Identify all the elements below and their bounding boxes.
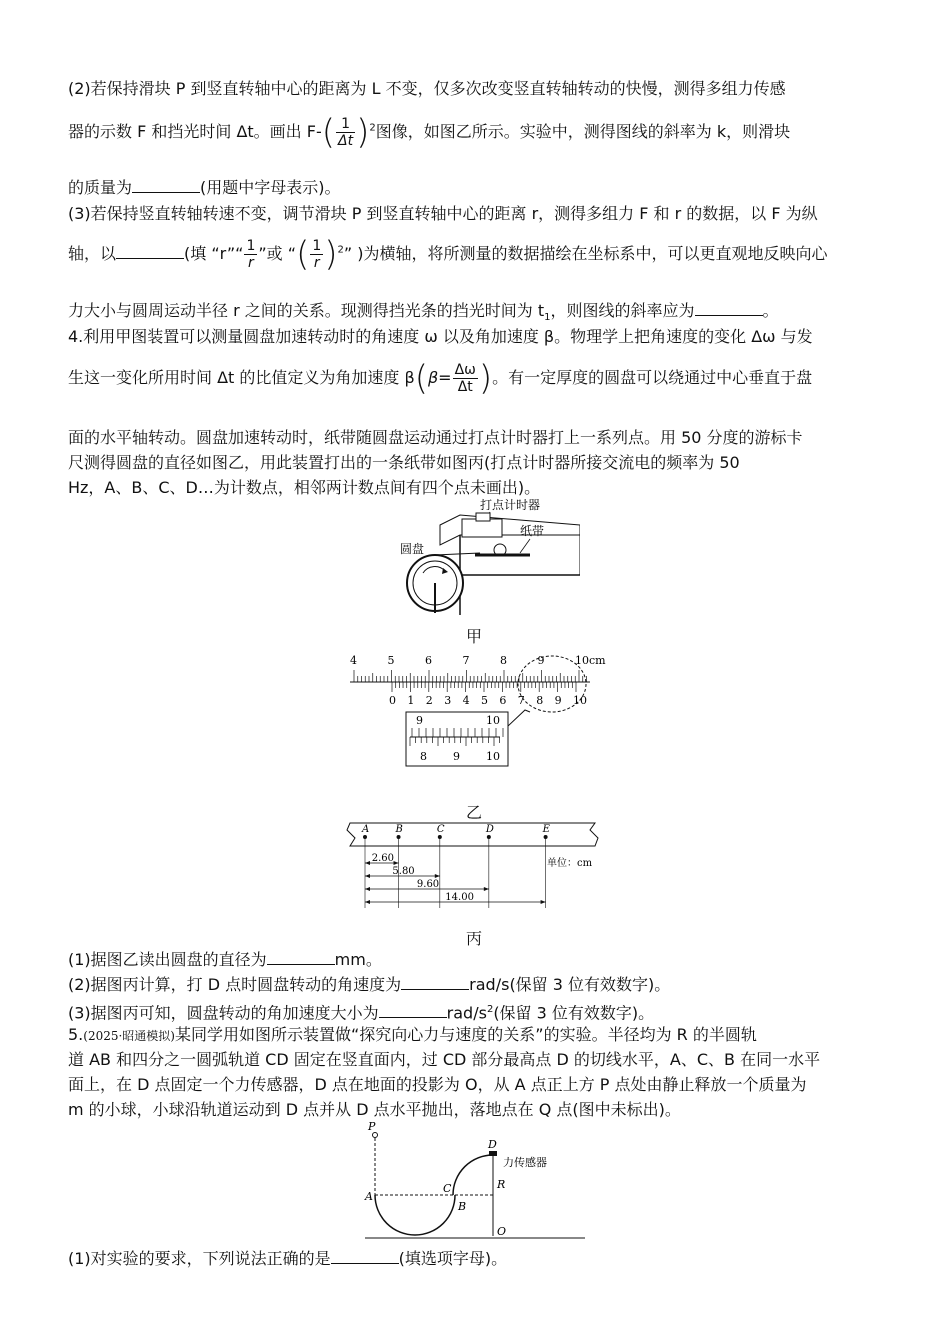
zoom-vernier-label: 8 [420,750,427,763]
answer-blank[interactable] [116,244,184,259]
q3-part3-line2: 轴，以 (填 “r”“ $\frac{1}{r}$ ”或 “( $\frac{1}{r}$ )$^2$” )为横轴，将所测量的数据描绘在坐标系中，可以更直观地反映向心 [68,234,828,275]
q5-line3: 面上，在 D 点固定一个力传感器，D 点在地面的投影为 O，从 A 点正上方 P 点处由静止释放一个质量为 [68,1075,807,1094]
q5-line1: 5.(2025·昭通模拟)某同学用如图所示装置做“探究向心力与速度的关系”的实验。半径均为 R 的半圆轨 [68,1025,757,1044]
distance-label: 14.00 [445,892,474,903]
tape-point-label: D [485,824,494,835]
label-tape: 纸带 [520,524,545,538]
q4-sub3: (3)据图丙可知，圆盘转动的角加速度大小为 rad/$s^2$(保留 3 位有效数字)。 [68,1003,655,1023]
vernier-label: 8 [536,694,544,707]
main-scale-label: 10cm [575,654,606,667]
label-timer: 打点计时器 [480,498,541,512]
tape-strip [347,823,598,846]
figure-yi-caption: 乙 [466,803,483,822]
q4-line2: 生这一变化所用时间 Δt 的比值定义为角加速度 β(β= $\frac{\Delta\omega}{\Delta t}$ )。有一定厚度的圆盘可以绕通过中心垂直于盘 [68,358,813,399]
main-scale-label: 8 [500,654,507,667]
svg-text:O: O [497,1225,507,1238]
svg-text:R: R [497,1178,506,1191]
q4-sub1: (1)据图乙读出圆盘的直径为 mm。 [68,950,382,969]
figure-jia-caption: 甲 [466,627,483,646]
svg-text:B: B [458,1200,467,1213]
tape-point-label: E [542,824,550,835]
figure-bing-tape [340,818,605,913]
main-scale-label: 4 [350,654,357,667]
q4-line4: 尺测得圆盘的直径如图乙，用此装置打出的一条纸带如图丙(打点计时器所接交流电的频率为 50 [68,453,740,472]
q3-part2-line1: (2)若保持滑块 P 到竖直转轴中心的距离为 L 不变，仅多次改变竖直转轴转动的快慢，测得多组力传感 [68,79,786,98]
tape-unit: 单位：cm [547,858,593,869]
vernier-label: 1 [407,694,415,707]
answer-blank[interactable] [401,975,469,990]
figure-q5-track [355,1118,595,1243]
q4-line5: Hz，A、B、C、D…为计数点，相邻两计数点间有四个点未画出)。 [68,478,541,497]
label-disk: 圆盘 [400,542,425,556]
vernier-label: 5 [481,694,488,707]
vernier-label: 0 [389,694,396,707]
q4-sub2: (2)据图丙计算，打 D 点时圆盘转动的角速度为 rad/s(保留 3 位有效数字)。 [68,975,671,994]
distance-label: 5.80 [392,866,415,877]
svg-text:力传感器: 力传感器 [503,1156,547,1169]
vernier-label: 10 [573,694,587,707]
q3-part3-line1: (3)若保持竖直转轴转速不变，调节滑块 P 到竖直转轴中心的距离 r，测得多组力 F 和 r 的数据，以 F 为纵 [68,204,818,223]
vernier-label: 7 [517,694,525,707]
q3-part2-line3: 的质量为 (用题中字母表示)。 [68,178,341,197]
answer-blank[interactable] [379,1003,447,1018]
svg-text:D: D [488,1138,497,1151]
figure-jia-apparatus [380,495,580,620]
answer-blank[interactable] [331,1249,399,1264]
main-scale-label: 7 [462,654,470,667]
zoom-main-label: 9 [416,714,423,727]
zoom-main-label: 10 [486,714,500,727]
tape-point-label: C [436,824,445,835]
answer-blank[interactable] [132,178,200,193]
q5-line4: m 的小球，小球沿轨道运动到 D 点并从 D 点水平抛出，落地点在 Q 点(图中未标出)。 [68,1100,681,1119]
distance-label: 2.60 [371,853,395,864]
svg-text:C: C [443,1182,452,1195]
zoom-vernier-label: 10 [486,750,500,763]
vernier-label: 9 [554,694,562,707]
figure-yi-vernier [340,652,610,772]
answer-blank[interactable] [695,301,763,316]
q3-part2-line2: 器的示数 F 和挡光时间 Δt。画出 F-( $\frac{1}{\Delta t}$ )$^2$图像，如图乙所示。实验中，测得图线的斜率为 k，则滑块 [68,112,791,153]
distance-label: 9.60 [416,879,440,890]
vernier-label: 2 [425,694,433,707]
vernier-label: 4 [462,694,470,707]
figure-bing-caption: 丙 [466,929,483,948]
vernier-label: 3 [444,694,452,707]
q4-line3: 面的水平轴转动。圆盘加速转动时，纸带随圆盘运动通过打点计时器打上一系列点。用 50 分度的游标卡 [68,428,803,447]
main-scale-label: 5 [387,654,395,667]
tape-point-label: B [395,824,403,835]
q4-line1: 4.利用甲图装置可以测量圆盘加速转动时的角速度 ω 以及角加速度 β。物理学上把角速度的变化 Δω 与发 [68,327,813,346]
svg-text:A: A [365,1190,373,1203]
text-segment: 器的示数 F 和挡光时间 Δt。画出 F- [68,122,322,141]
tape-point-label: A [362,824,370,835]
vernier-label: 6 [499,694,507,707]
main-scale-label: 6 [425,654,432,667]
q3-part3-line3: 力大小与圆周运动半径 r 之间的关系。现测得挡光条的挡光时间为 $t_1$，则图线的斜率应为 。 [68,301,779,324]
text-segment: 图像，如图乙所示。实验中，测得图线的斜率为 k，则滑块 [375,122,791,141]
q5-line2: 道 AB 和四分之一圆弧轨道 CD 固定在竖直面内，过 CD 部分最高点 D 的切线水平，A、C、B 在同一水平 [68,1050,821,1069]
zoom-vernier-label: 9 [453,750,460,763]
answer-blank[interactable] [267,950,335,965]
q5-sub1: (1)对实验的要求，下列说法正确的是 (填选项字母)。 [68,1249,508,1268]
main-scale-label: 9 [537,654,545,667]
fraction: $\frac{1}{\Delta t}$ [338,116,354,149]
svg-text:P: P [368,1120,376,1133]
